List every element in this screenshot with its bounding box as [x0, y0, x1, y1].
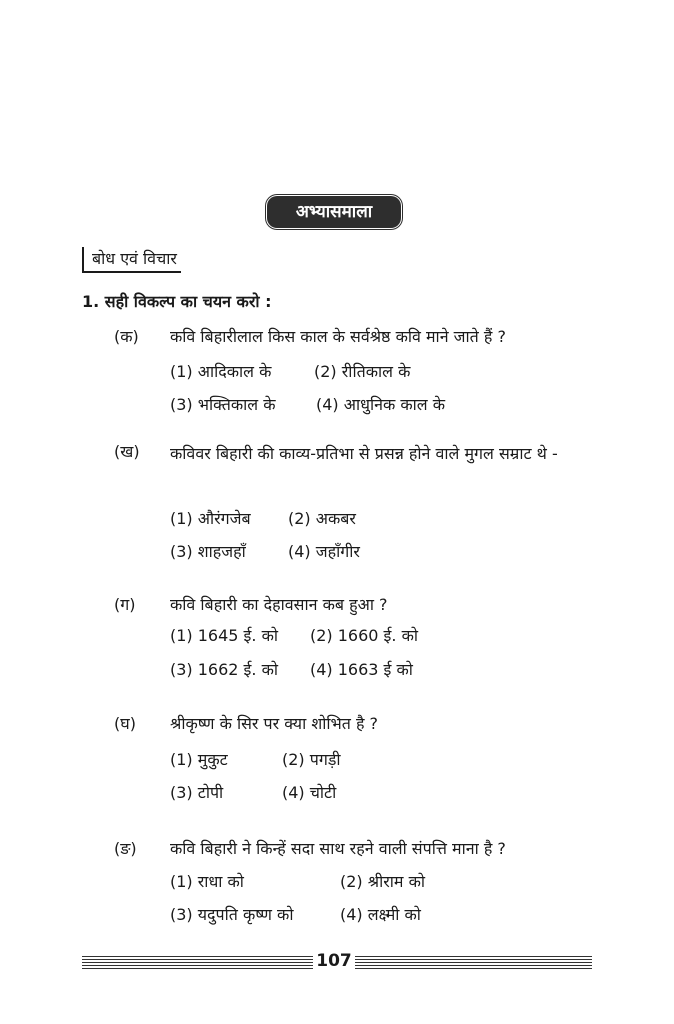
option: (3) यदुपति कृष्ण को	[170, 905, 294, 924]
options-row	[170, 624, 419, 646]
question-text: श्रीकृष्ण के सिर पर क्या शोभित है ?	[170, 714, 379, 733]
question-label: (क)	[114, 327, 139, 346]
question-text: कवि बिहारी ने किन्हें सदा साथ रहने वाली संपत्ति माना है ?	[170, 839, 506, 858]
options-row	[170, 748, 341, 770]
question-text: कवि बिहारी का देहावसान कब हुआ ?	[170, 595, 388, 614]
options-row	[170, 658, 413, 680]
page-number: 107	[313, 951, 355, 971]
option: (3) टोपी	[170, 783, 224, 802]
section-label: बोध एवं विचार	[82, 247, 181, 273]
options-row	[170, 903, 421, 925]
question-label: (घ)	[114, 714, 136, 733]
option: (4) जहाँगीर	[288, 542, 360, 561]
option: (2) अकबर	[288, 509, 356, 528]
options-row	[170, 507, 356, 529]
options-row	[170, 781, 337, 803]
footer-rule-left	[82, 956, 314, 970]
instruction-text: 1. सही विकल्प का चयन करो :	[82, 292, 272, 311]
question-label: (ख)	[114, 442, 140, 461]
question-label: (ग)	[114, 595, 136, 614]
option: (4) लक्ष्मी को	[340, 905, 421, 924]
option: (2) श्रीराम को	[340, 872, 425, 891]
options-row	[170, 870, 425, 892]
option: (1) औरंगजेब	[170, 509, 251, 528]
options-row	[170, 360, 411, 382]
option: (1) मुकुट	[170, 750, 228, 769]
exercise-heading: अभ्यासमाला	[269, 198, 399, 226]
option: (1) आदिकाल के	[170, 362, 272, 381]
option: (1) राधा को	[170, 872, 244, 891]
option: (2) 1660 ई. को	[310, 626, 419, 645]
option: (4) 1663 ई को	[310, 660, 413, 679]
question-ga	[114, 593, 388, 615]
option: (2) रीतिकाल के	[314, 362, 411, 381]
question-label: (ङ)	[114, 839, 137, 858]
footer-rule-right	[355, 956, 592, 970]
option: (2) पगड़ी	[282, 750, 341, 769]
option: (1) 1645 ई. को	[170, 626, 279, 645]
question-nga	[114, 837, 506, 859]
question-ka	[114, 325, 506, 347]
option: (3) 1662 ई. को	[170, 660, 279, 679]
question-kha	[114, 440, 590, 469]
question-text: कविवर बिहारी की काव्य-प्रतिभा से प्रसन्न होने वाले मुगल सम्राट थे -	[170, 444, 558, 463]
options-row	[170, 540, 360, 562]
options-row	[170, 393, 445, 415]
option: (3) भक्तिकाल के	[170, 395, 276, 414]
option: (3) शाहजहाँ	[170, 542, 246, 561]
option: (4) आधुनिक काल के	[316, 395, 445, 414]
option: (4) चोटी	[282, 783, 337, 802]
question-gha	[114, 712, 378, 734]
question-text: कवि बिहारीलाल किस काल के सर्वश्रेष्ठ कवि माने जाते हैं ?	[170, 327, 506, 346]
